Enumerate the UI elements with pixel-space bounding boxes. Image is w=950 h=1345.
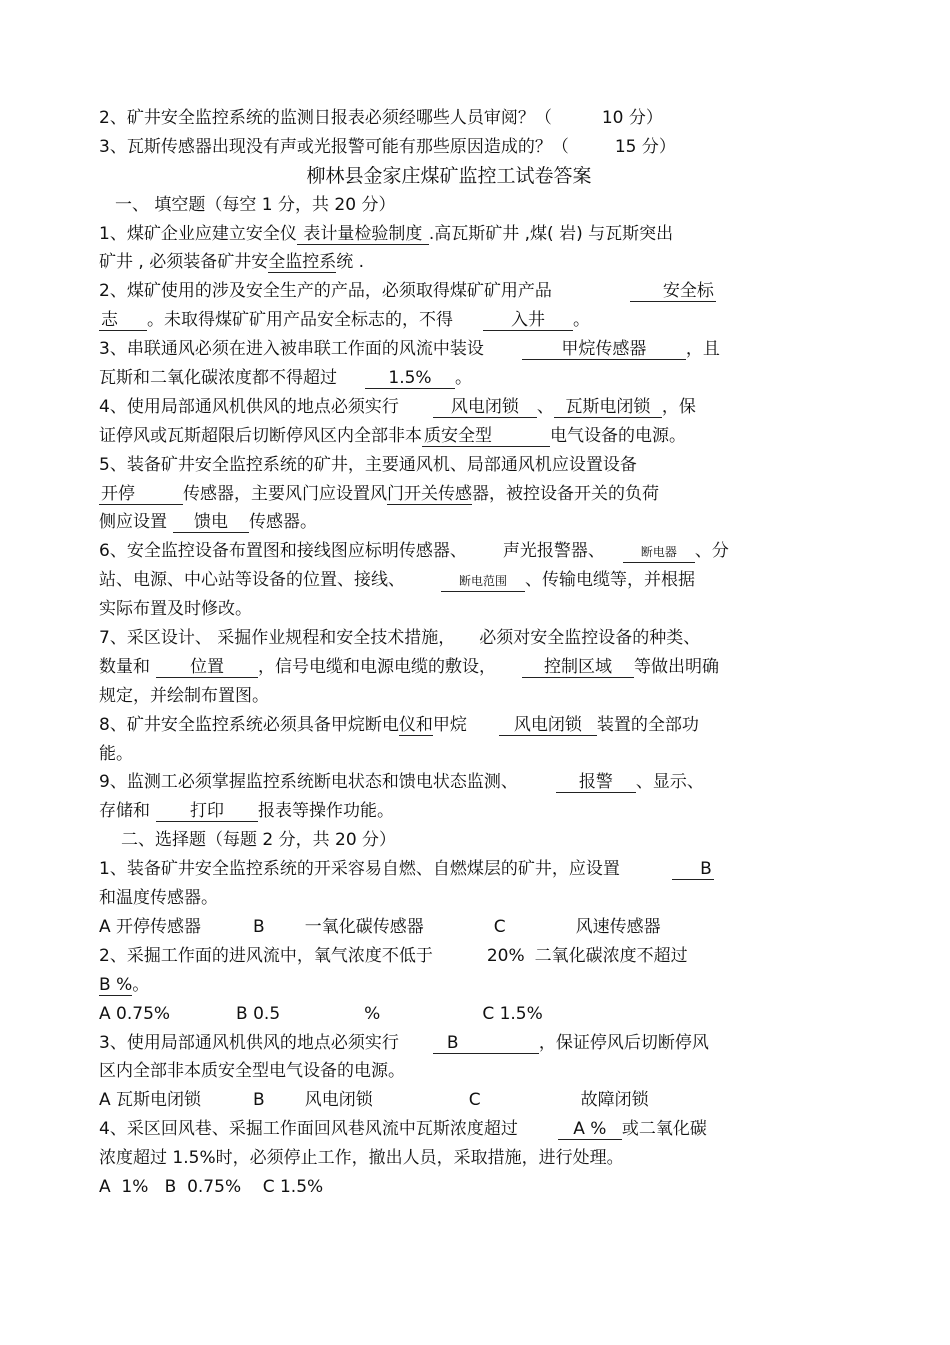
answer-blank: 瓦斯电闭锁	[554, 397, 662, 418]
document-page	[99, 104, 779, 1202]
answer-blank: 仪和	[398, 714, 433, 735]
fill-item-6-cont: 站、电源、中心站等设备的位置、接线、 断电范围 、传输电缆等，并根据	[99, 570, 695, 591]
answer-blank: 风电闭锁	[433, 397, 537, 418]
choice-item-1-options: A 开停传感器 B 一氧化碳传感器 C 风速传感器	[99, 916, 661, 937]
fill-item-7-cont2: 规定，并绘制布置图。	[99, 685, 269, 706]
choice-heading: 二、选择题（每题 2 分，共 20 分）	[121, 830, 397, 851]
answer-blank: 1.5%	[365, 368, 455, 389]
choice-item-1: 1、装备矿井安全监控系统的开采容易自燃、自燃煤层的矿井，应设置 B	[99, 859, 712, 880]
fill-item-1-cont: 矿井 , 必须装备矿井安全监控系统 .	[99, 252, 365, 273]
fill-item-9: 9、监测工必须掌握监控系统断电状态和馈电状态监测、 报警 、显示、	[99, 772, 704, 793]
fill-item-2: 2、煤矿使用的涉及安全生产的产品，必须取得煤矿矿用产品 安全标	[99, 281, 714, 302]
choice-item-2-cont: B %。	[99, 974, 150, 995]
choice-item-1-cont: 和温度传感器。	[99, 888, 218, 909]
fill-item-1: 1、煤矿企业应建立安全仪 表计量检验制度 .高瓦斯矿井 ,煤( 岩) 与瓦斯突出	[99, 223, 674, 244]
fill-item-5-cont: 开停 传感器，主要风门应设置风门开关传感器，被控设备开关的负荷	[101, 483, 659, 504]
answer-blank: B %	[99, 974, 133, 995]
answer-blank: 甲烷传感器	[522, 339, 686, 360]
fill-item-7-cont: 数量和 位置 ，信号电缆和电源电缆的敷设， 控制区域 等做出明确	[99, 656, 719, 677]
fill-item-2-cont: 志 。未取得煤矿矿用产品安全标志的，不得 入井 。	[101, 310, 590, 331]
choice-item-3-cont: 区内全部非本质安全型电气设备的电源。	[99, 1061, 405, 1082]
fill-item-8-cont: 能。	[99, 743, 133, 764]
answer-blank: 表计量检验制度	[297, 224, 429, 245]
choice-item-2-options: A 0.75% B 0.5 % C 1.5%	[99, 1003, 543, 1024]
answer-blank: 控制区域	[522, 657, 634, 678]
choice-item-3-options: A 瓦斯电闭锁 B 风电闭锁 C 故障闭锁	[99, 1090, 649, 1111]
fill-heading: 一、 填空题（每空 1 分，共 20 分）	[115, 194, 396, 215]
choice-item-4-cont: 浓度超过 1.5%时，必须停止工作，撤出人员，采取措施，进行处理。	[99, 1148, 624, 1169]
choice-item-4: 4、采区回风巷、采掘工作面回风巷风流中瓦斯浓度超过 A % 或二氧化碳	[99, 1119, 707, 1140]
answer-blank: 开停	[99, 484, 183, 505]
answer-blank: B	[672, 859, 714, 880]
answer-blank: 断电范围	[441, 571, 525, 592]
answer-blank: 报警	[556, 772, 636, 793]
question-3: 3、瓦斯传感器出现没有声或光报警可能有那些原因造成的？（ 15 分）	[99, 136, 676, 157]
choice-item-4-options: A 1% B 0.75% C 1.5%	[99, 1176, 324, 1197]
choice-item-2: 2、采掘工作面的进风流中，氧气浓度不低于 20% 二氧化碳浓度不超过	[99, 945, 688, 966]
fill-item-8: 8、矿井安全监控系统必须具备甲烷断电仪和甲烷 风电闭锁 装置的全部功	[99, 714, 699, 735]
fill-item-6: 6、安全监控设备布置图和接线图应标明传感器、 声光报警器、 断电器 、分	[99, 541, 729, 562]
answer-blank: A %	[558, 1119, 622, 1140]
answer-blank: 打印	[156, 801, 258, 822]
fill-item-4-cont: 证停风或瓦斯超限后切断停风区内全部非本 质安全型 电气设备的电源。	[99, 425, 686, 446]
fill-item-5: 5、装备矿井安全监控系统的矿井，主要通风机、局部通风机应设置设备	[99, 454, 637, 475]
answer-blank: 位置	[156, 657, 258, 678]
fill-item-9-cont: 存储和 打印 报表等操作功能。	[99, 801, 394, 822]
answer-blank: 馈电	[173, 512, 249, 533]
answer-blank: 质安全型	[422, 426, 550, 447]
answer-blank: 断电器	[623, 542, 695, 563]
answer-blank: 入井	[483, 310, 573, 331]
answer-blank: 志	[99, 310, 147, 331]
fill-item-5-cont2: 侧应设置 馈电 传感器。	[99, 512, 317, 533]
answer-blank: 风电闭锁	[499, 715, 597, 736]
answer-blank: 安全标	[630, 281, 716, 302]
fill-item-7: 7、采区设计、 采掘作业规程和安全技术措施， 必须对安全监控设备的种类、	[99, 628, 701, 649]
fill-item-4: 4、使用局部通风机供风的地点必须实行 风电闭锁 、 瓦斯电闭锁 ，保	[99, 396, 696, 417]
fill-item-6-cont2: 实际布置及时修改。	[99, 599, 252, 620]
fill-item-3-cont: 瓦斯和二氧化碳浓度都不得超过 1.5% 。	[99, 368, 472, 389]
question-2: 2、矿井安全监控系统的监测日报表必须经哪些人员审阅？（ 10 分）	[99, 108, 663, 128]
document-title: 柳林县金家庄煤矿监控工试卷答案	[306, 164, 592, 187]
answer-blank: 全监控系	[268, 252, 337, 273]
answer-blank: B	[433, 1033, 539, 1054]
answer-blank: 门开关传感	[387, 483, 472, 504]
choice-item-3: 3、使用局部通风机供风的地点必须实行 B ，保证停风后切断停风	[99, 1032, 709, 1053]
fill-item-3: 3、串联通风必须在进入被串联工作面的风流中装设 甲烷传感器 ，且	[99, 339, 720, 360]
